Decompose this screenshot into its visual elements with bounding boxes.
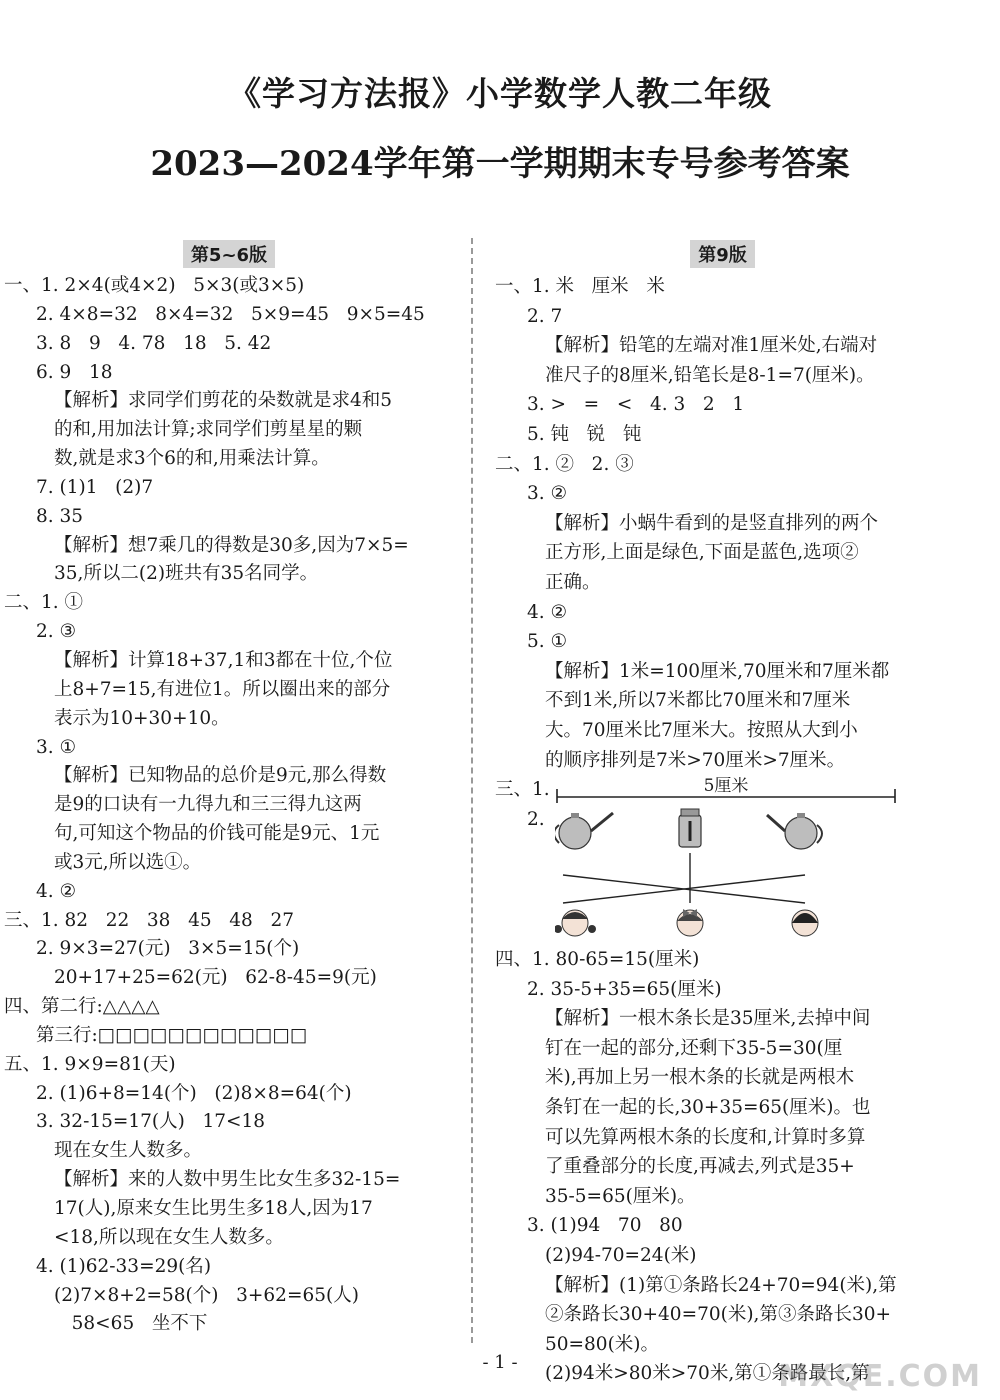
- answer-line: 3. ②: [527, 483, 568, 505]
- left-column: [4, 240, 454, 1339]
- answer-line: 2. ③: [36, 621, 77, 643]
- answer-line: 【解析】(1)第①条路长24+70=94(米),第: [545, 1274, 897, 1296]
- ruler-bracket-icon: [555, 777, 915, 805]
- answer-line: 2. 4×8=32 8×4=32 5×9=45 9×5=45: [36, 303, 425, 325]
- answer-line: 二、1. ② 2. ③: [495, 453, 634, 475]
- title-line-2: 2023—2024学年第一学期期末专号参考答案: [150, 144, 850, 184]
- title-line-1: 《学习方法报》小学数学人教二年级: [228, 74, 772, 113]
- ruler-figure: [495, 775, 950, 805]
- answer-line: 【解析】想7乘几的得数是30多,因为7×5=: [54, 534, 409, 556]
- answer-line: 表示为10+30+10。: [54, 707, 230, 729]
- answer-line: 2. 35-5+35=65(厘米): [527, 978, 722, 1000]
- boy-back-icon: [792, 910, 818, 936]
- right-answer-lines-a: [495, 272, 950, 775]
- answer-line: 【解析】计算18+37,1和3都在十位,个位: [54, 649, 393, 671]
- answer-line: 35-5=65(厘米)。: [545, 1185, 696, 1207]
- left-answer-lines: [4, 272, 454, 1339]
- page-number: - 1 -: [482, 1352, 518, 1373]
- answer-line: 米),再加上另一根木条的长就是两根木: [545, 1067, 855, 1089]
- column-divider: [471, 238, 473, 1343]
- measure-label: 5厘米: [703, 777, 749, 797]
- answer-line: ②条路长30+40=70(米),第③条路长30+: [545, 1304, 891, 1326]
- answer-line: 【解析】来的人数中男生比女生多32-15=: [54, 1169, 401, 1191]
- answer-line: 正确。: [545, 571, 601, 593]
- answer-line: 【解析】1米=100厘米,70厘米和7厘米都: [545, 660, 890, 682]
- version-label-left: 第5~6版: [183, 240, 275, 268]
- answer-line: 一、1. 2×4(或4×2) 5×3(或3×5): [4, 275, 305, 296]
- answer-line: 正方形,上面是绿色,下面是蓝色,选项②: [545, 542, 859, 564]
- answer-line: (2)7×8+2=58(个) 3+62=65(人): [54, 1284, 359, 1306]
- teapot-front-icon: [679, 809, 701, 847]
- answer-line: 五、1. 9×9=81(天): [4, 1053, 176, 1075]
- question-2-label: 2.: [527, 809, 545, 831]
- answer-line: 【解析】铅笔的左端对准1厘米处,右端对: [545, 335, 878, 357]
- answer-line: 3. ①: [36, 736, 77, 758]
- answer-line: (2)94米>80米>70米,第①条路最长,第: [545, 1363, 870, 1385]
- answer-line: 5. ①: [527, 631, 568, 653]
- answer-line: 大。70厘米比7厘米大。按照从大到小: [545, 719, 858, 741]
- answer-line: 数,就是求3个6的和,用乘法计算。: [54, 448, 330, 470]
- answer-line: 第三行:□□□□□□□□□□□□: [36, 1024, 308, 1046]
- answer-line: 3. > = < 4. 3 2 1: [527, 394, 745, 416]
- answer-line: 2. 9×3=27(元) 3×5=15(个): [36, 938, 300, 960]
- answer-line: 50=80(米)。: [545, 1333, 660, 1355]
- girl-bow-icon: [677, 909, 703, 936]
- version-label-right: 第9版: [690, 240, 755, 268]
- answer-line: 3. 32-15=17(人) 17<18: [36, 1111, 266, 1133]
- answer-line: 现在女生人数多。: [54, 1140, 203, 1162]
- answer-line: 35,所以二(2)班共有35名同学。: [54, 563, 319, 585]
- answer-line: 5. 钝 锐 钝: [527, 423, 642, 445]
- answer-line: 了重叠部分的长度,再减去,列式是35+: [545, 1156, 855, 1178]
- answer-line: 四、1. 80-65=15(厘米): [495, 949, 700, 971]
- answer-line: 不到1米,所以7米都比70厘米和7厘米: [545, 690, 851, 712]
- answer-line: 20+17+25=62(元) 62-8-45=9(元): [54, 967, 377, 989]
- answer-line: 3. 8 9 4. 78 18 5. 42: [36, 332, 272, 354]
- matching-figure: [495, 805, 950, 945]
- answer-line: 8. 35: [36, 505, 84, 527]
- answer-line: 可以先算两根木条的长度和,计算时多算: [545, 1126, 866, 1148]
- right-answer-lines-b: [495, 945, 950, 1389]
- answer-line: (2)94-70=24(米): [545, 1245, 697, 1267]
- answer-line: 【解析】求同学们剪花的朵数就是求4和5: [54, 390, 393, 412]
- answer-line: 准尺子的8厘米,铅笔长是8-1=7(厘米)。: [545, 364, 875, 386]
- answer-line: 【解析】一根木条长是35厘米,去掉中间: [545, 1008, 871, 1030]
- answer-line: 17(人),原来女生比男生多18人,因为17: [54, 1198, 373, 1219]
- answer-line: 是9的口诀有一九得九和三三得九这两: [54, 794, 362, 816]
- right-column: [495, 240, 950, 1389]
- section-3-label: 三、1.: [495, 779, 550, 801]
- teapot-side-icon: [555, 813, 613, 849]
- answer-line: 6. 9 18: [36, 361, 113, 383]
- answer-line: 7. (1)1 (2)7: [36, 476, 154, 498]
- answer-line: 【解析】小蜗牛看到的是竖直排列的两个: [545, 512, 879, 534]
- answer-line: 钉在一起的部分,还剩下35-5=30(厘: [545, 1037, 843, 1059]
- answer-line: 句,可知这个物品的价钱可能是9元、1元: [54, 823, 380, 845]
- answer-line: 3. (1)94 70 80: [527, 1215, 683, 1237]
- answer-line: <18,所以现在女生人数多。: [54, 1226, 284, 1248]
- answer-line: 上8+7=15,有进位1。所以圈出来的部分: [54, 678, 391, 700]
- answer-line: 4. (1)62-33=29(名): [36, 1255, 212, 1277]
- matching-diagram: [555, 805, 840, 945]
- answer-line: 4. ②: [36, 880, 77, 902]
- girl-pigtails-icon: [555, 910, 596, 936]
- answer-line: 或3元,所以选①。: [54, 851, 202, 873]
- answer-line: 2. 7: [527, 305, 563, 327]
- watermark-logo: MXQE.COM: [778, 1359, 982, 1394]
- teapot-back-icon: [767, 813, 822, 849]
- answer-line: 四、第二行:△△△△: [4, 996, 160, 1018]
- answer-line: 二、1. ①: [4, 592, 84, 614]
- answer-line: 2. (1)6+8=14(个) (2)8×8=64(个): [36, 1082, 352, 1104]
- answer-line: 的顺序排列是7米>70厘米>7厘米。: [545, 749, 846, 771]
- answer-line: 一、1. 米 厘米 米: [495, 276, 665, 297]
- answer-line: 58<65 坐不下: [54, 1313, 208, 1335]
- answer-line: 4. ②: [527, 601, 568, 623]
- answer-line: 三、1. 82 22 38 45 48 27: [4, 909, 294, 931]
- answer-line: 【解析】已知物品的总价是9元,那么得数: [54, 765, 387, 787]
- answer-line: 的和,用加法计算;求同学们剪星星的颗: [54, 419, 363, 441]
- answer-line: 条钉在一起的长,30+35=65(厘米)。也: [545, 1097, 871, 1119]
